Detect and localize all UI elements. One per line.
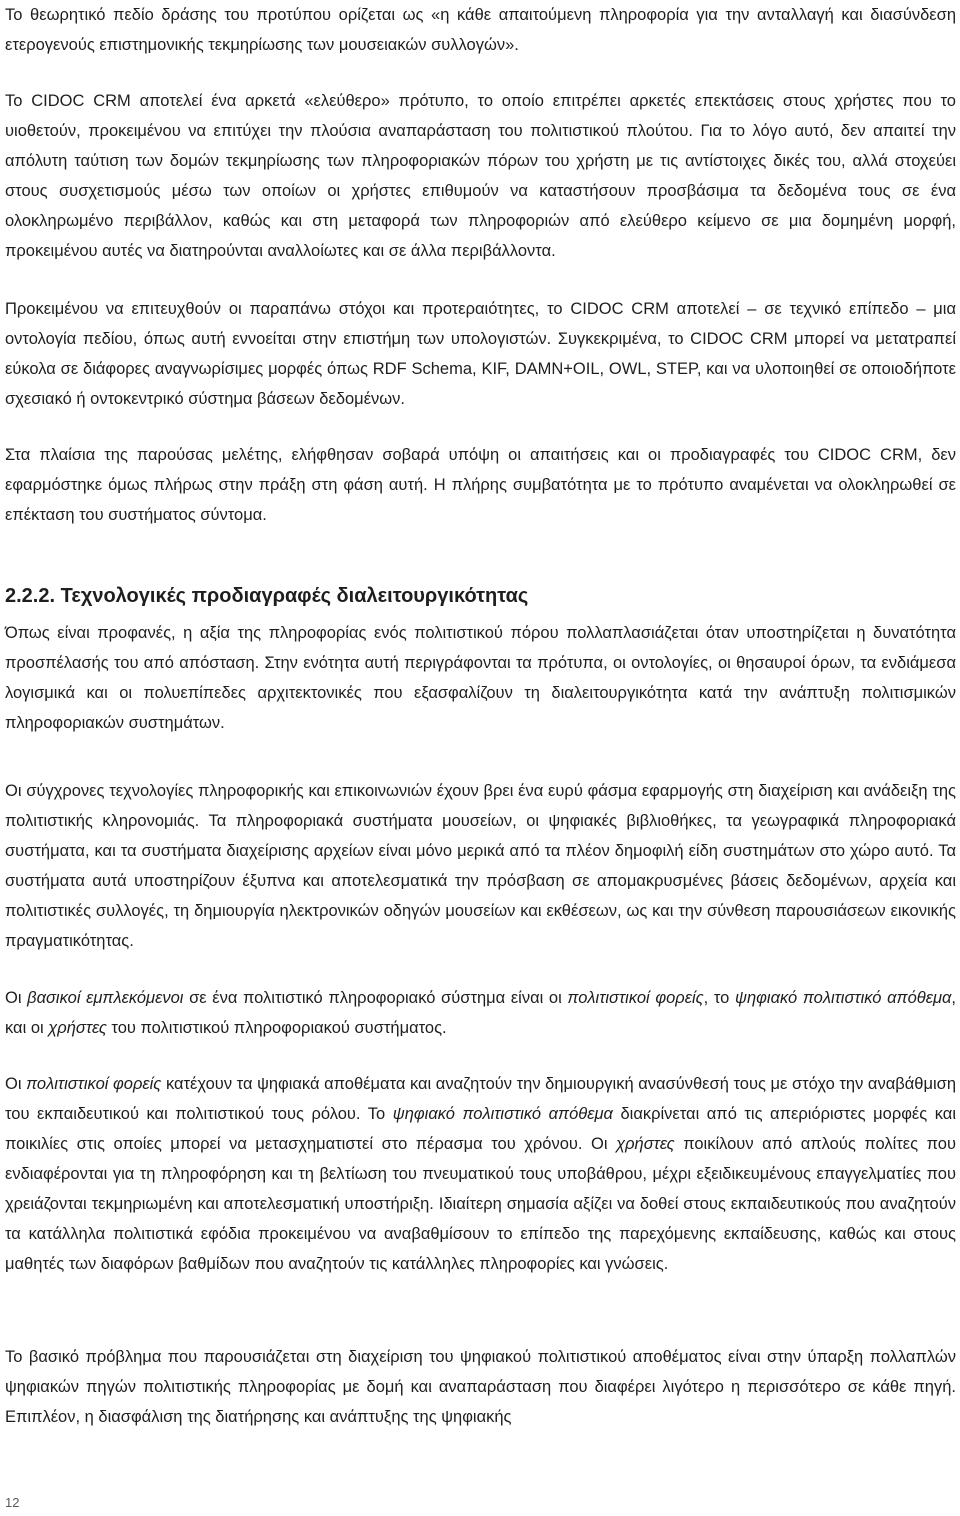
emphasis-cultural-bodies: πολιτιστικοί φορείς — [567, 989, 704, 1007]
text-run: Οι — [5, 1075, 27, 1093]
emphasis-digital-heritage-stock: ψηφιακό πολιτιστικό απόθεμα — [734, 989, 952, 1007]
emphasis-users: χρήστες — [616, 1135, 675, 1153]
text-run: κατέχουν τα ψηφιακά αποθέματα και αναζητούν την δημιουργική ανασύνθεσή τους με στόχο την αναβάθμιση του εκπαιδευτικού και πολιτιστικού τους ρόλου. Το — [5, 1075, 957, 1123]
paragraph-interoperability-intro: Όπως είναι προφανές, η αξία της πληροφορίας ενός πολιτιστικού πόρου πολλαπλασιάζεται όταν υποστηρίζεται η δυνατότητα προσπέλασής του από απόσταση. Στην ενότητα αυτή περιγράφονται τα πρότυπα, οι οντολογίες, οι θησαυροί όρων, τα ενδιάμεσα λογισμικά και οι πολυεπίπεδες αρχιτεκτονικές που εξασφαλίζουν τη διαλειτουργικότητα κατά την ανάπτυξη πολιτισμικών πληροφοριακών συστημάτων. — [5, 624, 956, 732]
paragraph-key-stakeholders — [5, 983, 956, 1043]
paragraph-cidoc-crm-technical: Προκειμένου να επιτευχθούν οι παραπάνω στόχοι και προτεραιότητες, το CIDOC CRM αποτελεί – σε τεχνικό επίπεδο – μια οντολογία πεδίου, όπως αυτή εννοείται στην επιστήμη των υπολογιστών. Συγκεκριμένα, το CIDOC CRM μπορεί να μετατραπεί εύκολα σε διάφορες αναγνωρίσιμες μορφές όπως RDF Schema, KIF, DAMN+OIL, OWL, STEP, και να υλοποιηθεί σε οποιοδήποτε σχεσιακό ή οντοκεντρικό σύστημα βάσεων δεδομένων. — [5, 300, 956, 408]
text-run: , και οι — [5, 989, 956, 1037]
paragraph-ict-technologies: Οι σύγχρονες τεχνολογίες πληροφορικής και επικοινωνιών έχουν βρει ένα ευρύ φάσμα εφαρμογής στη διαχείριση και ανάδειξη της πολιτιστικής κληρονομιάς. Τα πληροφοριακά συστήματα μουσείων, οι ψηφιακές βιβλιοθήκες, τα γεωγραφικά πληροφοριακά συστήματα, και τα συστήματα διαχείρισης αρχείων είναι μόνο μερικά από τα πλέον δημοφιλή είδη συστημάτων στο χώρο αυτό. Τα συστήματα αυτά υποστηρίζουν έξυπνα και αποτελεσματικά την πρόσβαση σε απομακρυσμένες βάσεις δεδομένων, αρχεία και πολιτιστικές συλλογές, τη δημιουργία ηλεκτρονικών οδηγών μουσείων και εκθέσεων, ως και την σύνθεση παρουσιάσεων εικονικής πραγματικότητας. — [5, 782, 956, 950]
paragraph-stakeholders-detail — [5, 1069, 956, 1279]
paragraph-main-problem: Το βασικό πρόβλημα που παρουσιάζεται στη διαχείριση του ψηφιακού πολιτιστικού αποθέματος είναι στην ύπαρξη πολλαπλών ψηφιακών πηγών πολιτιστικής πληροφορίας με δομή και αναπαράσταση που διαφέρει λιγότερο η περισσότερο σε κάθε πηγή. Επιπλέον, η διασφάλιση της διατήρησης και ανάπτυξης της ψηφιακής — [5, 1348, 956, 1426]
emphasis-key-stakeholders: βασικοί εμπλεκόμενοι — [27, 989, 184, 1007]
emphasis-digital-heritage-stock: ψηφιακό πολιτιστικό απόθεμα — [392, 1105, 613, 1123]
text-run: του πολιτιστικού πληροφοριακού συστήματος. — [106, 1019, 447, 1037]
emphasis-users: χρήστες — [48, 1019, 107, 1037]
intro-paragraph: Το θεωρητικό πεδίο δράσης του προτύπου ορίζεται ως «η κάθε απαιτούμενη πληροφορία για την ανταλλαγή και διασύνδεση ετερογενούς επιστημονικής τεκμηρίωσης των μουσειακών συλλογών». — [5, 6, 956, 54]
text-run: ποικίλουν από απλούς πολίτες που ενδιαφέρονται για τη πληροφόρηση και τη βελτίωση του πνευματικού τους υποβάθρου, μέχρι εξειδικευμένους επαγγελματίες που χρειάζονται τεκμηριωμένη και αποτελεσματική υποστήριξη. Ιδιαίτερη σημασία αξίζει να δοθεί στους εκπαιδευτικούς που αναζητούν τα κατάλληλα πολιτιστικά εφόδια προκειμένου να αναβαθμίσουν το επίπεδο της παρεχόμενης εκπαίδευσης, καθώς και στους μαθητές των διαφόρων βαθμίδων που αναζητούν τις κατάλληλες πληροφορίες και γνώσεις. — [5, 1135, 957, 1273]
emphasis-cultural-bodies: πολιτιστικοί φορείς — [26, 1075, 162, 1093]
section-heading: 2.2.2. Τεχνολογικές προδιαγραφές διαλειτουργικότητας — [5, 585, 529, 607]
paragraph-cidoc-crm-study: Στα πλαίσια της παρούσας μελέτης, ελήφθησαν σοβαρά υπόψη οι απαιτήσεις και οι προδιαγραφές του CIDOC CRM, δεν εφαρμόστηκε όμως πλήρως στην πράξη στη φάση αυτή. Η πλήρης συμβατότητα με το πρότυπο αναμένεται να ολοκληρωθεί σε επέκταση του συστήματος σύντομα. — [5, 446, 956, 524]
text-run: σε ένα πολιτιστικό πληροφοριακό σύστημα είναι οι — [183, 989, 568, 1007]
page-number: 12 — [5, 1495, 20, 1510]
paragraph-cidoc-crm-overview: Το CIDOC CRM αποτελεί ένα αρκετά «ελεύθερο» πρότυπο, το οποίο επιτρέπει αρκετές επεκτάσεις στους χρήστες που το υιοθετούν, προκειμένου να επιτύχει την πλούσια αναπαράσταση του πολιτιστικού πλούτου. Για το λόγο αυτό, δεν απαιτεί την απόλυτη ταύτιση των δομών τεκμηρίωσης των πληροφοριακών πόρων του χρήστη με τις αντίστοιχες δικές του, αλλά στοχεύει στους συσχετισμούς μέσω των οποίων οι χρήστες επιθυμούν να καταστήσουν προσβάσιμα τα δεδομένα τους σε ένα ολοκληρωμένο περιβάλλον, καθώς και στη μεταφορά των πληροφοριών από ελεύθερο κείμενο σε μια δομημένη μορφή, προκειμένου αυτές να διατηρούνται αναλλοίωτες και σε άλλα περιβάλλοντα. — [5, 92, 956, 260]
text-run: , το — [703, 989, 735, 1007]
text-run: διακρίνεται από τις απεριόριστες μορφές και ποικιλίες στις οποίες μπορεί να μετασχηματιστεί στο πέρασμα του χρόνου. Οι — [5, 1105, 957, 1153]
text-run: Οι — [5, 989, 28, 1007]
